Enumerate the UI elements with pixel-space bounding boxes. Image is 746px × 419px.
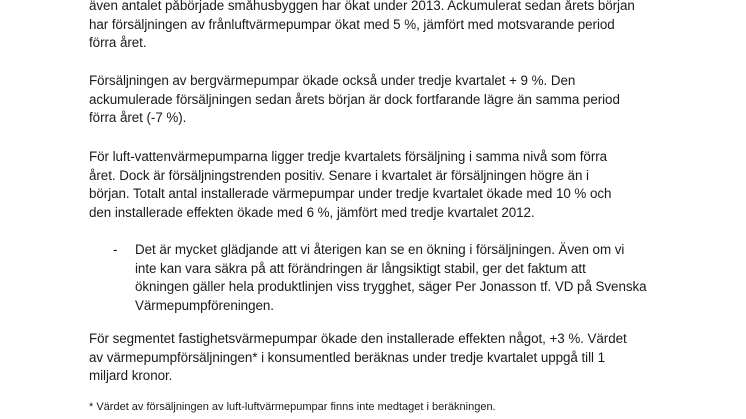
text-line: För luft-vattenvärmepumparna ligger tredje kvartalets försäljning i samma nivå som förra <box>89 149 608 164</box>
text-line: förra året (-7 %). <box>89 110 187 125</box>
text-line: förra året. <box>89 35 147 50</box>
text-line: året. Dock är försäljningstrenden positiv. Senare i kvartalet är försäljningen högre än i <box>89 167 589 183</box>
text-line: miljard kronor. <box>89 368 173 383</box>
text-line: den installerade effekten ökade med 6 %, jämfört med tredje kvartalet 2012. <box>89 204 535 220</box>
paragraph-small-house-sales <box>89 0 689 53</box>
quote-line: ökningen gäller hela produktlinjen viss trygghet, säger Per Jonasson tf. VD på Svenska <box>135 279 647 294</box>
text-line: För segmentet fastighetsvärmepumpar ökade den installerade effekten något, +3 %. Värdet <box>89 331 627 346</box>
paragraph-ground-source-pumps <box>89 72 689 128</box>
quote-line: inte kan vara säkra på att förändringen är långsiktigt stabil, ger det faktum att <box>135 260 586 276</box>
quote-block <box>135 241 695 315</box>
quote-line: Det är mycket glädjande att vi återigen kan se en ökning i försäljningen. Även om vi <box>135 242 625 257</box>
text-line: ackumulerade försäljningen sedan årets början är dock fortfarande lägre än samma period <box>89 91 620 107</box>
text-line: av värmepumpförsäljningen* i konsumentled beräknas under tredje kvartalet uppgå till 1 <box>89 349 606 365</box>
text-line: har försäljningen av frånluftvärmepumpar ökat med 5 %, jämfört med motsvarande period <box>89 16 615 32</box>
text-line: början. Totalt antal installerade värmepumpar under tredje kvartalet ökade med 10 % och <box>89 186 612 201</box>
paragraph-property-pumps <box>89 330 689 386</box>
quote-line: Värmepumpföreningen. <box>135 297 274 313</box>
quote-bullet: - <box>113 242 118 257</box>
text-line: Försäljningen av bergvärmepumpar ökade också under tredje kvartalet + 9 %. Den <box>89 73 576 88</box>
text-line: även antalet påbörjade småhusbyggen har ökat under 2013. Ackumulerat sedan årets början <box>89 0 635 13</box>
paragraph-air-water-pumps <box>89 148 689 222</box>
footnote: * Värdet av försäljningen av luft-luftvärmepumpar finns inte medtaget i beräkningen. <box>89 401 496 413</box>
